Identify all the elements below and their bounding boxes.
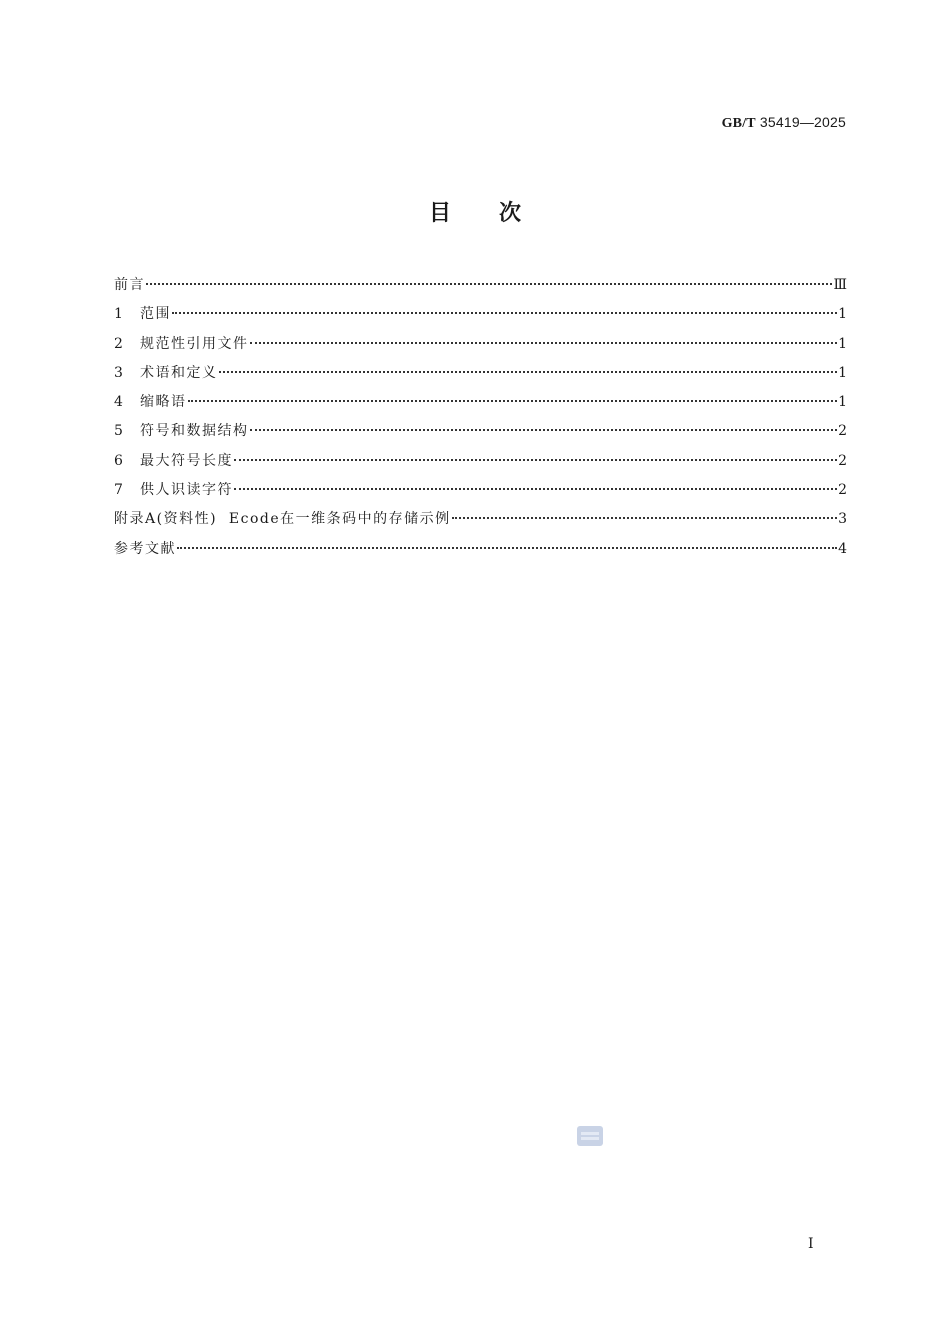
standard-prefix: GB/T	[721, 116, 756, 131]
toc-leader-dots	[250, 429, 838, 431]
toc-entry-label: 1 范围	[114, 300, 171, 329]
toc-entry-number: 3	[114, 364, 123, 381]
toc-leader-dots	[250, 342, 838, 344]
toc-leader-dots	[188, 400, 838, 402]
page-title: 目次	[428, 201, 569, 226]
toc-entry-label: 前言	[114, 277, 145, 293]
toc-leader-dots	[146, 283, 832, 285]
toc-leader-dots	[219, 371, 838, 373]
toc-entry-number: 7	[114, 482, 123, 499]
page-number: I	[808, 1236, 814, 1252]
table-of-contents	[114, 271, 847, 564]
toc-entry-number: 6	[114, 452, 123, 469]
toc-entry-page: Ⅲ	[833, 277, 847, 293]
standard-number	[722, 114, 846, 132]
toc-leader-dots	[172, 312, 837, 314]
toc-entry-label: 7 供人识读字符	[114, 476, 233, 505]
toc-entry-page: 3	[838, 511, 847, 528]
toc-entry-label: 2 规范性引用文件	[114, 330, 249, 359]
toc-entry[interactable]	[114, 271, 847, 300]
toc-entry-page: 1	[838, 394, 847, 411]
toc-entry[interactable]	[114, 388, 847, 417]
toc-entry[interactable]	[114, 476, 847, 505]
publisher-logo-icon	[576, 1124, 604, 1148]
toc-entry[interactable]	[114, 505, 847, 534]
toc-entry[interactable]	[114, 300, 847, 329]
toc-entry-number: 4	[114, 394, 123, 411]
toc-leader-dots	[452, 517, 837, 519]
toc-leader-dots	[234, 488, 837, 490]
toc-entry-number: 2	[114, 335, 123, 352]
toc-entry-page: 4	[838, 540, 847, 557]
toc-entry-label: 附录A(资料性) Ecode在一维条码中的存储示例	[114, 511, 451, 528]
toc-entry-label: 6 最大符号长度	[114, 447, 233, 476]
toc-entry-page: 1	[838, 364, 847, 381]
toc-entry-page: 2	[838, 423, 847, 440]
toc-entry-page: 2	[838, 452, 847, 469]
toc-entry[interactable]	[114, 417, 847, 446]
toc-entry-page: 1	[838, 306, 847, 323]
toc-entry-page: 1	[838, 335, 847, 352]
toc-entry-label: 3 术语和定义	[114, 359, 218, 388]
toc-entry-label: 4 缩略语	[114, 388, 187, 417]
toc-entry[interactable]	[114, 535, 847, 564]
toc-entry-page: 2	[838, 482, 847, 499]
toc-entry[interactable]	[114, 330, 847, 359]
toc-entry-label: 参考文献	[114, 540, 176, 557]
standard-code: 35419—2025	[759, 114, 846, 130]
toc-entry[interactable]	[114, 447, 847, 476]
toc-entry-number: 1	[114, 306, 123, 323]
toc-leader-dots	[234, 459, 837, 461]
toc-entry[interactable]	[114, 359, 847, 388]
toc-entry-number: 5	[114, 423, 123, 440]
toc-leader-dots	[177, 547, 837, 549]
toc-entry-label: 5 符号和数据结构	[114, 417, 249, 446]
